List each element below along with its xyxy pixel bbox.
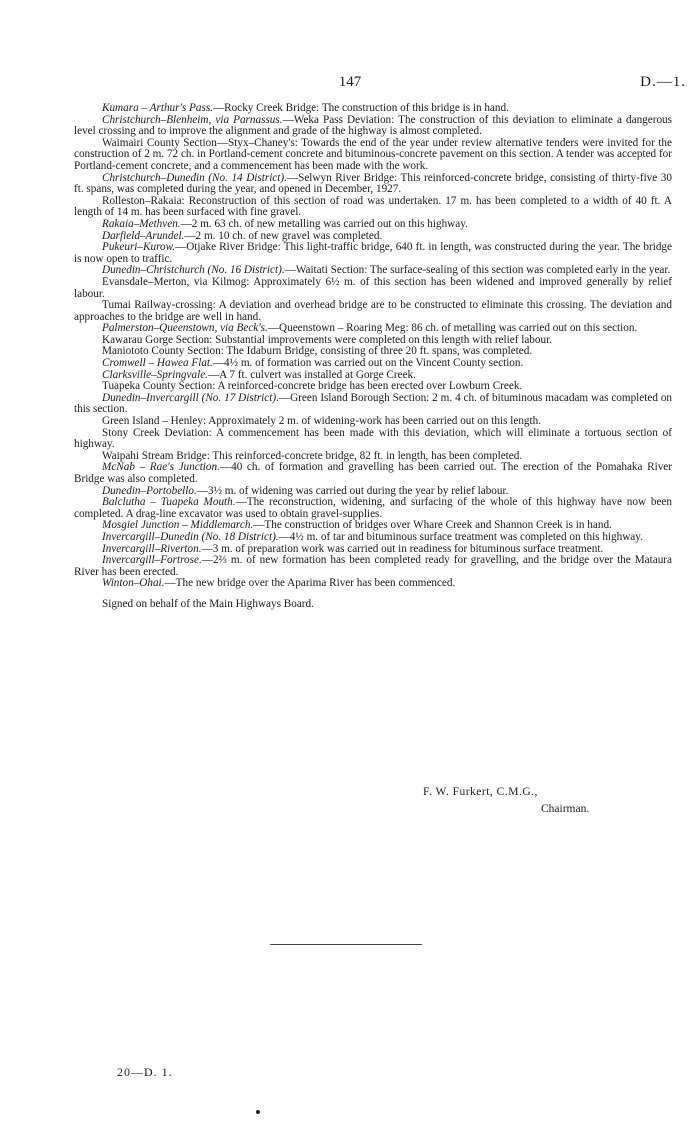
paragraph-text: Stony Creek Deviation: A commencement has been made with this deviation, which will eliminate a tortuous section of highway. bbox=[74, 426, 672, 451]
footer-signature-mark: 20—D. 1. bbox=[117, 1065, 173, 1079]
signed-on-behalf-line: Signed on behalf of the Main Highways Board. bbox=[102, 597, 314, 610]
paragraph-heading: Clarksville–Springvale. bbox=[102, 368, 208, 381]
paragraph-heading: Kumara – Arthur's Pass. bbox=[102, 102, 213, 114]
paragraph-heading: Mosgiel Junction – Middlemarch. bbox=[102, 519, 254, 532]
signatory-title: Chairman. bbox=[541, 803, 590, 815]
paragraph bbox=[74, 300, 672, 323]
paragraph bbox=[74, 462, 672, 485]
paragraph-heading: Balclutha – Tuapeka Mouth. bbox=[102, 496, 236, 509]
paragraph-text: Tumai Railway-crossing: A deviation and overhead bridge are to be constructed to eliminate this crossing. The deviation and approaches to the bridge are well in hand. bbox=[74, 299, 672, 323]
paragraph-text: —3 m. of preparation work was carried out in readiness for bituminous surface treatment. bbox=[201, 542, 604, 555]
paragraph bbox=[74, 555, 672, 578]
paragraph-heading: Invercargill–Riverton. bbox=[102, 542, 202, 555]
paragraph-heading: Invercargill–Fortrose. bbox=[102, 554, 202, 567]
paragraph-text: Waipahi Stream Bridge: This reinforced-concrete bridge, 82 ft. in length, has been completed. bbox=[102, 449, 523, 462]
paragraph-heading: Rakaia–Methven. bbox=[102, 217, 181, 230]
paragraph-heading: Dunedin–Christchurch (No. 16 District). bbox=[102, 264, 285, 277]
paragraph-heading: Christchurch–Blenheim, via Parnassus. bbox=[102, 113, 283, 126]
paragraph bbox=[74, 578, 672, 590]
paragraph-heading: Dunedin–Portobello. bbox=[102, 484, 197, 497]
paragraph-text: —40 ch. of formation and gravelling has been carried out. The erection of the Pomahaka River Bridge was also completed. bbox=[74, 461, 672, 485]
paragraph-heading: Christchurch–Dunedin (No. 14 District). bbox=[102, 171, 287, 184]
paragraph bbox=[74, 115, 672, 138]
paragraph bbox=[74, 242, 672, 265]
printer-dot bbox=[256, 1110, 260, 1114]
paragraph-text: —2⅔ m. of new formation has been completed ready for gravelling, and the bridge over the Mataura River has been erected. bbox=[74, 554, 672, 578]
paragraph-heading: McNab – Rae's Junction. bbox=[102, 461, 220, 474]
paragraph-text: —Weka Pass Deviation: The construction of this deviation to eliminate a dangerous level crossing and to improve the alignment and grade of the highway is almost completed. bbox=[74, 113, 673, 138]
paragraph-heading: Cromwell – Hawea Flat. bbox=[102, 357, 213, 370]
paragraph-list bbox=[74, 103, 672, 590]
paragraph-text: —Queenstown – Roaring Meg: 86 ch. of metalling was carried out on this section. bbox=[267, 322, 638, 335]
section-divider bbox=[270, 944, 422, 945]
paragraph-heading: Dunedin–Invercargill (No. 17 District). bbox=[102, 391, 279, 404]
paragraph-heading: Invercargill–Dunedin (No. 18 District). bbox=[102, 530, 279, 543]
paragraph-text: —A 7 ft. culvert was installed at Gorge Creek. bbox=[207, 368, 416, 381]
paragraph-text: —3½ m. of widening was carried out during the year by relief labour. bbox=[196, 484, 509, 497]
paragraph-text: —The reconstruction, widening, and surfacing of the whole of this highway have now been completed. A drag-line excavator was used to obtain gravel-supplies. bbox=[74, 496, 672, 520]
paragraph-text: —2 m. 63 ch. of new metalling was carried out on this highway. bbox=[180, 217, 468, 230]
paragraph-text: Waimairi County Section—Styx–Chaney's: Towards the end of the year under review alternative tenders were invited for the construction of 2 m. 72 ch. in Portland-cement concrete and bituminous-concrete pavement on this section. A tender was accepted for Portland-cement concrete, and a commencement has been made with the work. bbox=[74, 136, 672, 172]
paragraph-text: Tuapeka County Section: A reinforced-concrete bridge has been erected over Lowburn Creek. bbox=[102, 380, 523, 393]
signatory-name: F. W. Furkert, C.M.G., bbox=[423, 786, 538, 798]
paragraph bbox=[74, 138, 672, 173]
paragraph bbox=[74, 428, 672, 451]
paragraph-text: —Waitati Section: The surface-sealing of this section was completed early in the year. bbox=[284, 264, 671, 277]
paragraph-text: Maniototo County Section: The Idaburn Bridge, consisting of three 20 ft. spans, was completed. bbox=[102, 345, 533, 358]
paragraph-text: —4½ m. of tar and bituminous surface treatment was completed on this highway. bbox=[278, 530, 643, 543]
body-text bbox=[74, 103, 672, 611]
paragraph-heading: Winton–Ohai. bbox=[102, 577, 165, 590]
paragraph-text: Rolleston–Rakaia: Reconstruction of this section of road was undertaken. 17 m. has been completed to a width of 40 ft. A length of 14 m. has been surfaced with fine gravel. bbox=[74, 194, 672, 219]
paragraph-heading: Darfield–Arundel. bbox=[102, 229, 185, 242]
paragraph-text: Evansdale–Merton, via Kilmog: Approximately 6½ m. of this section has been widened and improved generally by relief labour. bbox=[74, 275, 672, 300]
paragraph bbox=[74, 497, 672, 520]
paragraph bbox=[74, 393, 672, 416]
paragraph bbox=[74, 196, 672, 219]
paragraph-text: —The new bridge over the Aparima River has been commenced. bbox=[164, 577, 456, 590]
document-reference: D.—1. bbox=[640, 74, 686, 90]
paragraph-text: —Green Island Borough Section: 2 m. 4 ch. of bituminous macadam was completed on this section. bbox=[74, 391, 673, 416]
paragraph-text: —Otjake River Bridge: This light-traffic bridge, 640 ft. in length, was constructed during the year. The bridge is now open to traffic. bbox=[74, 241, 672, 265]
paragraph bbox=[74, 173, 672, 196]
paragraph-heading: Pukeuri–Kurow. bbox=[102, 241, 176, 254]
signature-block bbox=[0, 786, 700, 826]
paragraph-text: —4½ m. of formation was carried out on the Vincent County section. bbox=[212, 357, 524, 370]
paragraph-text: —The construction of bridges over Whare Creek and Shannon Creek is in hand. bbox=[253, 519, 612, 532]
paragraph-heading: Palmerston–Queenstown, via Beck's. bbox=[102, 322, 268, 335]
paragraph bbox=[74, 277, 672, 300]
paragraph-text: Green Island – Henley: Approximately 2 m. of widening-work has been carried out on this length. bbox=[102, 415, 541, 428]
paragraph-text: —Selwyn River Bridge: This reinforced-concrete bridge, consisting of thirty-five 30 ft. spans, was completed during the year, and opened in December, 1927. bbox=[74, 171, 672, 196]
paragraph-text: —2 m. 10 ch. of new gravel was completed. bbox=[184, 229, 383, 242]
page-number: 147 bbox=[338, 74, 362, 90]
paragraph-text: Kawarau Gorge Section: Substantial improvements were completed on this length with relief labour. bbox=[102, 333, 552, 346]
paragraph-text: —Rocky Creek Bridge: The construction of this bridge is in hand. bbox=[212, 102, 509, 114]
